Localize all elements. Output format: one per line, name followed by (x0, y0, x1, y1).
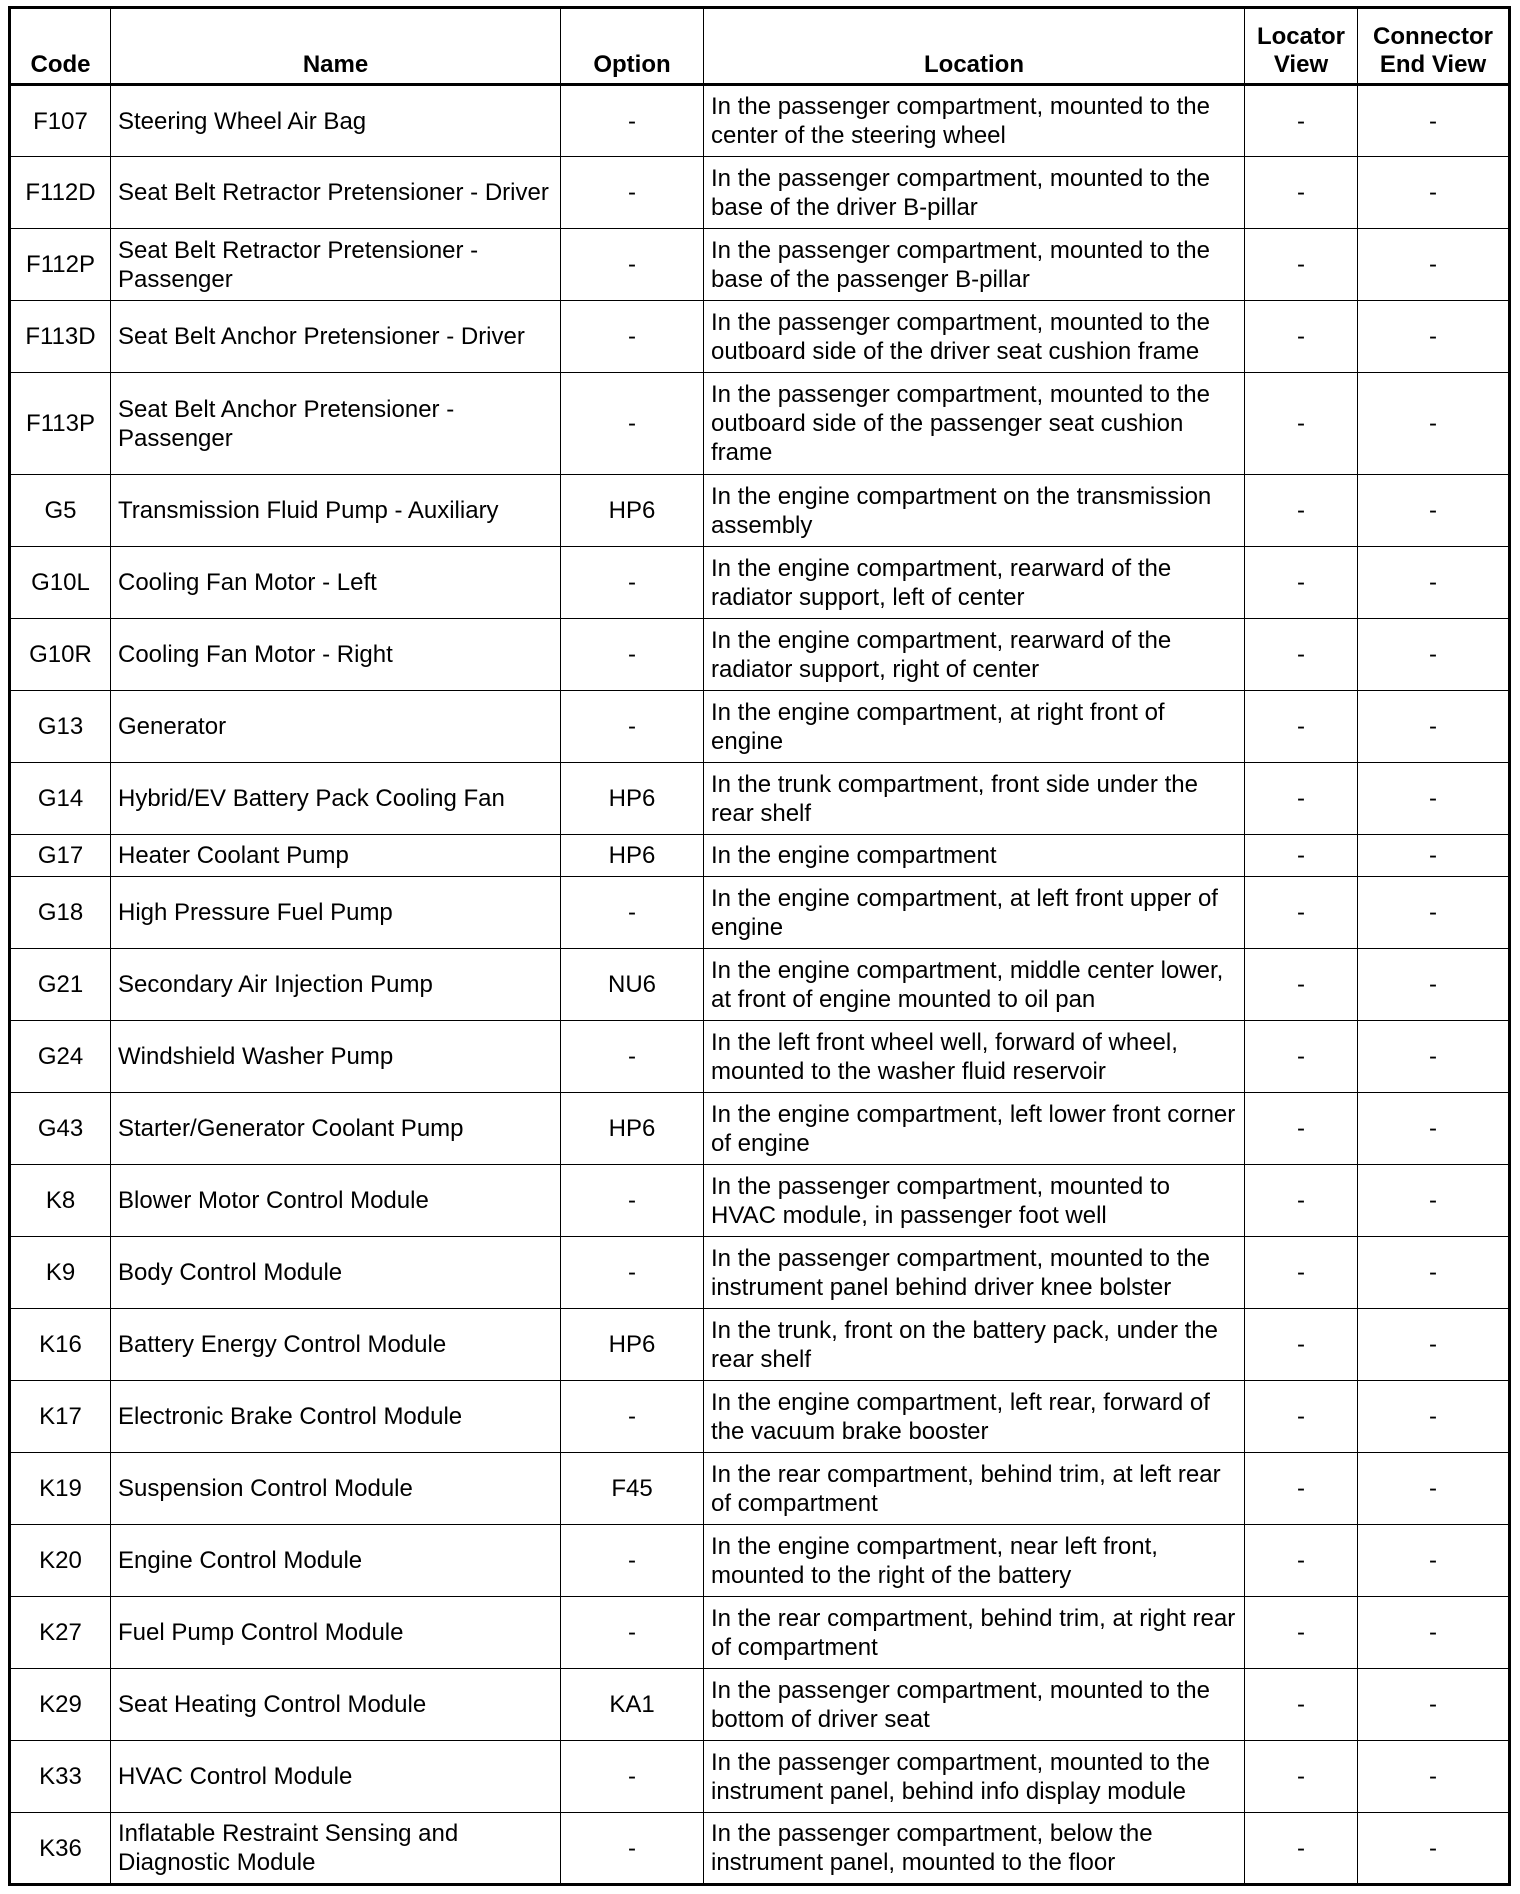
cell-option: HP6 (561, 763, 704, 835)
cell-location: In the passenger compartment, mounted to the base of the passenger B-pillar (704, 229, 1245, 301)
cell-name: Inflatable Restraint Sensing and Diagnostic Module (111, 1813, 561, 1885)
cell-connector-end-view: - (1358, 1597, 1510, 1669)
cell-code: K8 (10, 1165, 111, 1237)
cell-connector-end-view: - (1358, 877, 1510, 949)
cell-locator-view: - (1245, 1093, 1358, 1165)
cell-name: Cooling Fan Motor - Right (111, 619, 561, 691)
cell-name: Hybrid/EV Battery Pack Cooling Fan (111, 763, 561, 835)
cell-code: G17 (10, 835, 111, 877)
cell-location: In the passenger compartment, mounted to the outboard side of the driver seat cushion frame (704, 301, 1245, 373)
cell-code: G13 (10, 691, 111, 763)
cell-option: - (561, 373, 704, 475)
header-name: Name (111, 8, 561, 85)
cell-location: In the engine compartment, rearward of the radiator support, left of center (704, 547, 1245, 619)
cell-location: In the rear compartment, behind trim, at left rear of compartment (704, 1453, 1245, 1525)
cell-location: In the engine compartment, near left front, mounted to the right of the battery (704, 1525, 1245, 1597)
cell-locator-view: - (1245, 547, 1358, 619)
cell-option: - (561, 1381, 704, 1453)
cell-connector-end-view: - (1358, 1813, 1510, 1885)
cell-locator-view: - (1245, 1597, 1358, 1669)
table-row (10, 763, 1510, 835)
cell-option: - (561, 229, 704, 301)
cell-location: In the passenger compartment, mounted to HVAC module, in passenger foot well (704, 1165, 1245, 1237)
table-row (10, 1309, 1510, 1381)
cell-location: In the passenger compartment, below the instrument panel, mounted to the floor (704, 1813, 1245, 1885)
table-row (10, 691, 1510, 763)
cell-location: In the left front wheel well, forward of wheel, mounted to the washer fluid reservoir (704, 1021, 1245, 1093)
cell-connector-end-view: - (1358, 301, 1510, 373)
cell-connector-end-view: - (1358, 619, 1510, 691)
cell-code: F112D (10, 157, 111, 229)
cell-connector-end-view: - (1358, 1309, 1510, 1381)
table-row (10, 949, 1510, 1021)
cell-option: - (561, 1813, 704, 1885)
cell-connector-end-view: - (1358, 1669, 1510, 1741)
table-row (10, 1741, 1510, 1813)
table-row (10, 1669, 1510, 1741)
cell-code: G21 (10, 949, 111, 1021)
cell-name: High Pressure Fuel Pump (111, 877, 561, 949)
cell-locator-view: - (1245, 229, 1358, 301)
cell-connector-end-view: - (1358, 85, 1510, 157)
table-row (10, 1453, 1510, 1525)
cell-code: K17 (10, 1381, 111, 1453)
table-row (10, 1525, 1510, 1597)
cell-connector-end-view: - (1358, 1453, 1510, 1525)
cell-locator-view: - (1245, 1381, 1358, 1453)
cell-location: In the trunk, front on the battery pack, under the rear shelf (704, 1309, 1245, 1381)
cell-locator-view: - (1245, 1525, 1358, 1597)
cell-connector-end-view: - (1358, 1381, 1510, 1453)
cell-locator-view: - (1245, 157, 1358, 229)
cell-code: K20 (10, 1525, 111, 1597)
cell-location: In the engine compartment, rearward of the radiator support, right of center (704, 619, 1245, 691)
cell-option: KA1 (561, 1669, 704, 1741)
cell-code: G10R (10, 619, 111, 691)
cell-name: Seat Belt Retractor Pretensioner - Passenger (111, 229, 561, 301)
cell-name: Starter/Generator Coolant Pump (111, 1093, 561, 1165)
component-locator-table (8, 6, 1511, 1886)
cell-code: G18 (10, 877, 111, 949)
cell-locator-view: - (1245, 1669, 1358, 1741)
table-row (10, 157, 1510, 229)
cell-locator-view: - (1245, 949, 1358, 1021)
table-row (10, 229, 1510, 301)
table-row (10, 1237, 1510, 1309)
cell-option: F45 (561, 1453, 704, 1525)
table-row (10, 1381, 1510, 1453)
table-row (10, 1597, 1510, 1669)
cell-option: - (561, 877, 704, 949)
cell-connector-end-view: - (1358, 157, 1510, 229)
cell-location: In the passenger compartment, mounted to the instrument panel behind driver knee bolster (704, 1237, 1245, 1309)
cell-code: G10L (10, 547, 111, 619)
cell-code: K16 (10, 1309, 111, 1381)
cell-code: K27 (10, 1597, 111, 1669)
cell-option: - (561, 619, 704, 691)
cell-location: In the passenger compartment, mounted to the bottom of driver seat (704, 1669, 1245, 1741)
cell-locator-view: - (1245, 373, 1358, 475)
cell-location: In the engine compartment, at left front upper of engine (704, 877, 1245, 949)
table-row (10, 619, 1510, 691)
cell-code: K29 (10, 1669, 111, 1741)
cell-name: Transmission Fluid Pump - Auxiliary (111, 475, 561, 547)
cell-connector-end-view: - (1358, 229, 1510, 301)
cell-option: HP6 (561, 835, 704, 877)
cell-code: F113P (10, 373, 111, 475)
cell-option: NU6 (561, 949, 704, 1021)
cell-connector-end-view: - (1358, 949, 1510, 1021)
cell-code: K9 (10, 1237, 111, 1309)
cell-location: In the passenger compartment, mounted to the instrument panel, behind info display module (704, 1741, 1245, 1813)
cell-location: In the passenger compartment, mounted to the base of the driver B-pillar (704, 157, 1245, 229)
cell-code: G14 (10, 763, 111, 835)
cell-connector-end-view: - (1358, 691, 1510, 763)
cell-option: HP6 (561, 475, 704, 547)
cell-name: Steering Wheel Air Bag (111, 85, 561, 157)
cell-code: F107 (10, 85, 111, 157)
header-connector-end-view: Connector End View (1358, 8, 1510, 85)
cell-option: HP6 (561, 1093, 704, 1165)
cell-code: K19 (10, 1453, 111, 1525)
cell-connector-end-view: - (1358, 373, 1510, 475)
table-row (10, 1165, 1510, 1237)
cell-locator-view: - (1245, 1453, 1358, 1525)
table-row (10, 835, 1510, 877)
cell-name: Body Control Module (111, 1237, 561, 1309)
cell-location: In the rear compartment, behind trim, at right rear of compartment (704, 1597, 1245, 1669)
cell-option: - (561, 1597, 704, 1669)
table-row (10, 1093, 1510, 1165)
cell-code: G43 (10, 1093, 111, 1165)
cell-connector-end-view: - (1358, 1165, 1510, 1237)
table-row (10, 1021, 1510, 1093)
cell-name: Blower Motor Control Module (111, 1165, 561, 1237)
table-row (10, 547, 1510, 619)
cell-locator-view: - (1245, 1309, 1358, 1381)
cell-connector-end-view: - (1358, 1741, 1510, 1813)
table-body (10, 85, 1510, 1885)
cell-location: In the engine compartment (704, 835, 1245, 877)
table-header (10, 8, 1510, 85)
cell-option: - (561, 1021, 704, 1093)
table-row (10, 877, 1510, 949)
cell-name: Fuel Pump Control Module (111, 1597, 561, 1669)
cell-code: G24 (10, 1021, 111, 1093)
cell-name: HVAC Control Module (111, 1741, 561, 1813)
header-location: Location (704, 8, 1245, 85)
cell-location: In the engine compartment, left lower front corner of engine (704, 1093, 1245, 1165)
cell-location: In the engine compartment on the transmission assembly (704, 475, 1245, 547)
cell-locator-view: - (1245, 619, 1358, 691)
cell-location: In the engine compartment, at right front of engine (704, 691, 1245, 763)
cell-option: - (561, 85, 704, 157)
cell-option: - (561, 1165, 704, 1237)
cell-connector-end-view: - (1358, 475, 1510, 547)
header-code: Code (10, 8, 111, 85)
cell-connector-end-view: - (1358, 547, 1510, 619)
cell-name: Windshield Washer Pump (111, 1021, 561, 1093)
cell-option: - (561, 1741, 704, 1813)
cell-name: Secondary Air Injection Pump (111, 949, 561, 1021)
cell-code: G5 (10, 475, 111, 547)
cell-option: HP6 (561, 1309, 704, 1381)
cell-name: Heater Coolant Pump (111, 835, 561, 877)
cell-name: Generator (111, 691, 561, 763)
cell-option: - (561, 1237, 704, 1309)
cell-option: - (561, 301, 704, 373)
cell-option: - (561, 691, 704, 763)
cell-locator-view: - (1245, 1165, 1358, 1237)
cell-option: - (561, 1525, 704, 1597)
table-row (10, 475, 1510, 547)
cell-option: - (561, 547, 704, 619)
cell-name: Seat Belt Retractor Pretensioner - Driver (111, 157, 561, 229)
cell-locator-view: - (1245, 1021, 1358, 1093)
cell-locator-view: - (1245, 877, 1358, 949)
cell-name: Battery Energy Control Module (111, 1309, 561, 1381)
cell-locator-view: - (1245, 1813, 1358, 1885)
header-locator-view: Locator View (1245, 8, 1358, 85)
cell-code: F113D (10, 301, 111, 373)
cell-connector-end-view: - (1358, 1021, 1510, 1093)
cell-name: Seat Heating Control Module (111, 1669, 561, 1741)
cell-locator-view: - (1245, 475, 1358, 547)
cell-code: K36 (10, 1813, 111, 1885)
header-row (10, 8, 1510, 85)
cell-name: Engine Control Module (111, 1525, 561, 1597)
table-row (10, 301, 1510, 373)
cell-name: Seat Belt Anchor Pretensioner - Driver (111, 301, 561, 373)
cell-locator-view: - (1245, 763, 1358, 835)
cell-location: In the engine compartment, middle center lower, at front of engine mounted to oil pan (704, 949, 1245, 1021)
cell-connector-end-view: - (1358, 1093, 1510, 1165)
cell-locator-view: - (1245, 85, 1358, 157)
cell-name: Suspension Control Module (111, 1453, 561, 1525)
cell-locator-view: - (1245, 1741, 1358, 1813)
cell-locator-view: - (1245, 301, 1358, 373)
cell-locator-view: - (1245, 691, 1358, 763)
cell-location: In the engine compartment, left rear, forward of the vacuum brake booster (704, 1381, 1245, 1453)
cell-name: Electronic Brake Control Module (111, 1381, 561, 1453)
cell-option: - (561, 157, 704, 229)
table-row (10, 85, 1510, 157)
cell-connector-end-view: - (1358, 835, 1510, 877)
header-option: Option (561, 8, 704, 85)
cell-name: Cooling Fan Motor - Left (111, 547, 561, 619)
cell-connector-end-view: - (1358, 1525, 1510, 1597)
table-row (10, 1813, 1510, 1885)
cell-code: K33 (10, 1741, 111, 1813)
cell-connector-end-view: - (1358, 763, 1510, 835)
cell-connector-end-view: - (1358, 1237, 1510, 1309)
component-locator-table-container (8, 6, 1508, 1886)
cell-location: In the passenger compartment, mounted to the outboard side of the passenger seat cushion frame (704, 373, 1245, 475)
cell-name: Seat Belt Anchor Pretensioner - Passenger (111, 373, 561, 475)
cell-code: F112P (10, 229, 111, 301)
cell-location: In the trunk compartment, front side under the rear shelf (704, 763, 1245, 835)
cell-locator-view: - (1245, 1237, 1358, 1309)
cell-location: In the passenger compartment, mounted to the center of the steering wheel (704, 85, 1245, 157)
cell-locator-view: - (1245, 835, 1358, 877)
table-row (10, 373, 1510, 475)
